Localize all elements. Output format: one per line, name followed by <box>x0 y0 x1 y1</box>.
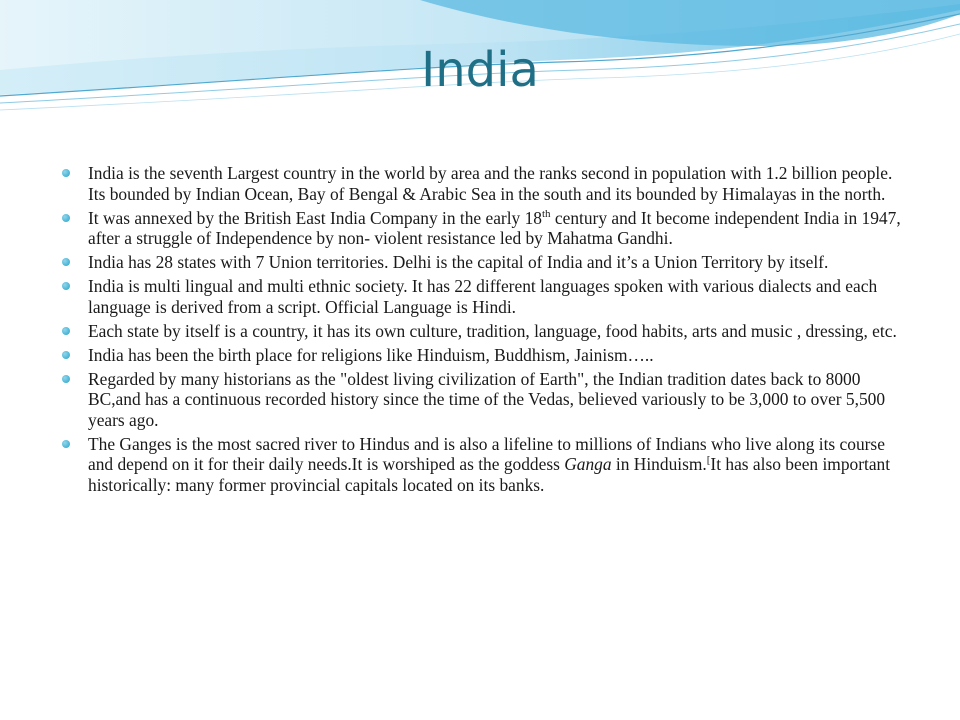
superscript: th <box>541 207 551 220</box>
bullet-icon <box>62 327 70 335</box>
bullet-text: India has 28 states with 7 Union territories. Delhi is the capital of India and it’s a Union Territory by itself. <box>88 252 829 272</box>
bullet-text: India is multi lingual and multi ethnic society. It has 22 different languages spoken with various dialects and each language is derived from a script. Official Language is Hindi. <box>88 276 878 317</box>
bullet-item <box>60 252 910 273</box>
italic-term: Ganga <box>564 454 612 474</box>
bullet-item <box>60 434 910 496</box>
bullet-text: India has been the birth place for religions like Hinduism, Buddhism, Jainism….. <box>88 344 654 365</box>
bullet-list <box>60 163 910 499</box>
citation-bracket: [ <box>706 454 711 467</box>
bullet-text: It was annexed by the British East India Company in the early 18 <box>88 207 542 228</box>
bullet-item <box>60 163 910 204</box>
bullet-text: in Hinduism. <box>611 454 707 474</box>
bullet-text: Each state by itself is a country, it has its own culture, tradition, language, food habits, arts and music , dressing, etc. <box>88 320 897 341</box>
bullet-text: It has also been important historically: many former provincial capitals located on its banks. <box>88 454 891 495</box>
bullet-text: India is the seventh Largest country in the world by area and the ranks second in population with 1.2 billion people. Its bounded by Indian Ocean, Bay of Bengal & Arabic Sea in the south and its bounded by Himalayas in the north. <box>88 163 893 204</box>
bullet-item <box>60 369 910 431</box>
bullet-item <box>60 345 910 366</box>
bullet-text: century and It become independent India in 1947, after a struggle of Independence by non- violent resistance led by Mahatma Gandhi. <box>88 207 901 248</box>
bullet-icon <box>62 282 70 290</box>
bullet-item <box>60 276 910 317</box>
slide-title: India <box>421 42 539 98</box>
bullet-item <box>60 321 910 342</box>
bullet-icon <box>62 214 70 222</box>
bullet-item <box>60 208 910 249</box>
bullet-icon <box>62 169 70 177</box>
bullet-icon <box>62 351 70 359</box>
bullet-icon <box>62 258 70 266</box>
bullet-icon <box>62 440 70 448</box>
bullet-text: Regarded by many historians as the "oldest living civilization of Earth", the Indian tradition dates back to 8000 BC,and has a continuous recorded history since the time of the Vedas, believed variously to be 3,000 to over 5,500 years ago. <box>88 368 886 430</box>
bullet-icon <box>62 375 70 383</box>
bullet-text: The Ganges is the most sacred river to Hindus and is also a lifeline to millions of Indians who live along its course and depend on it for their daily needs.It is worshiped as the goddess <box>88 433 885 474</box>
